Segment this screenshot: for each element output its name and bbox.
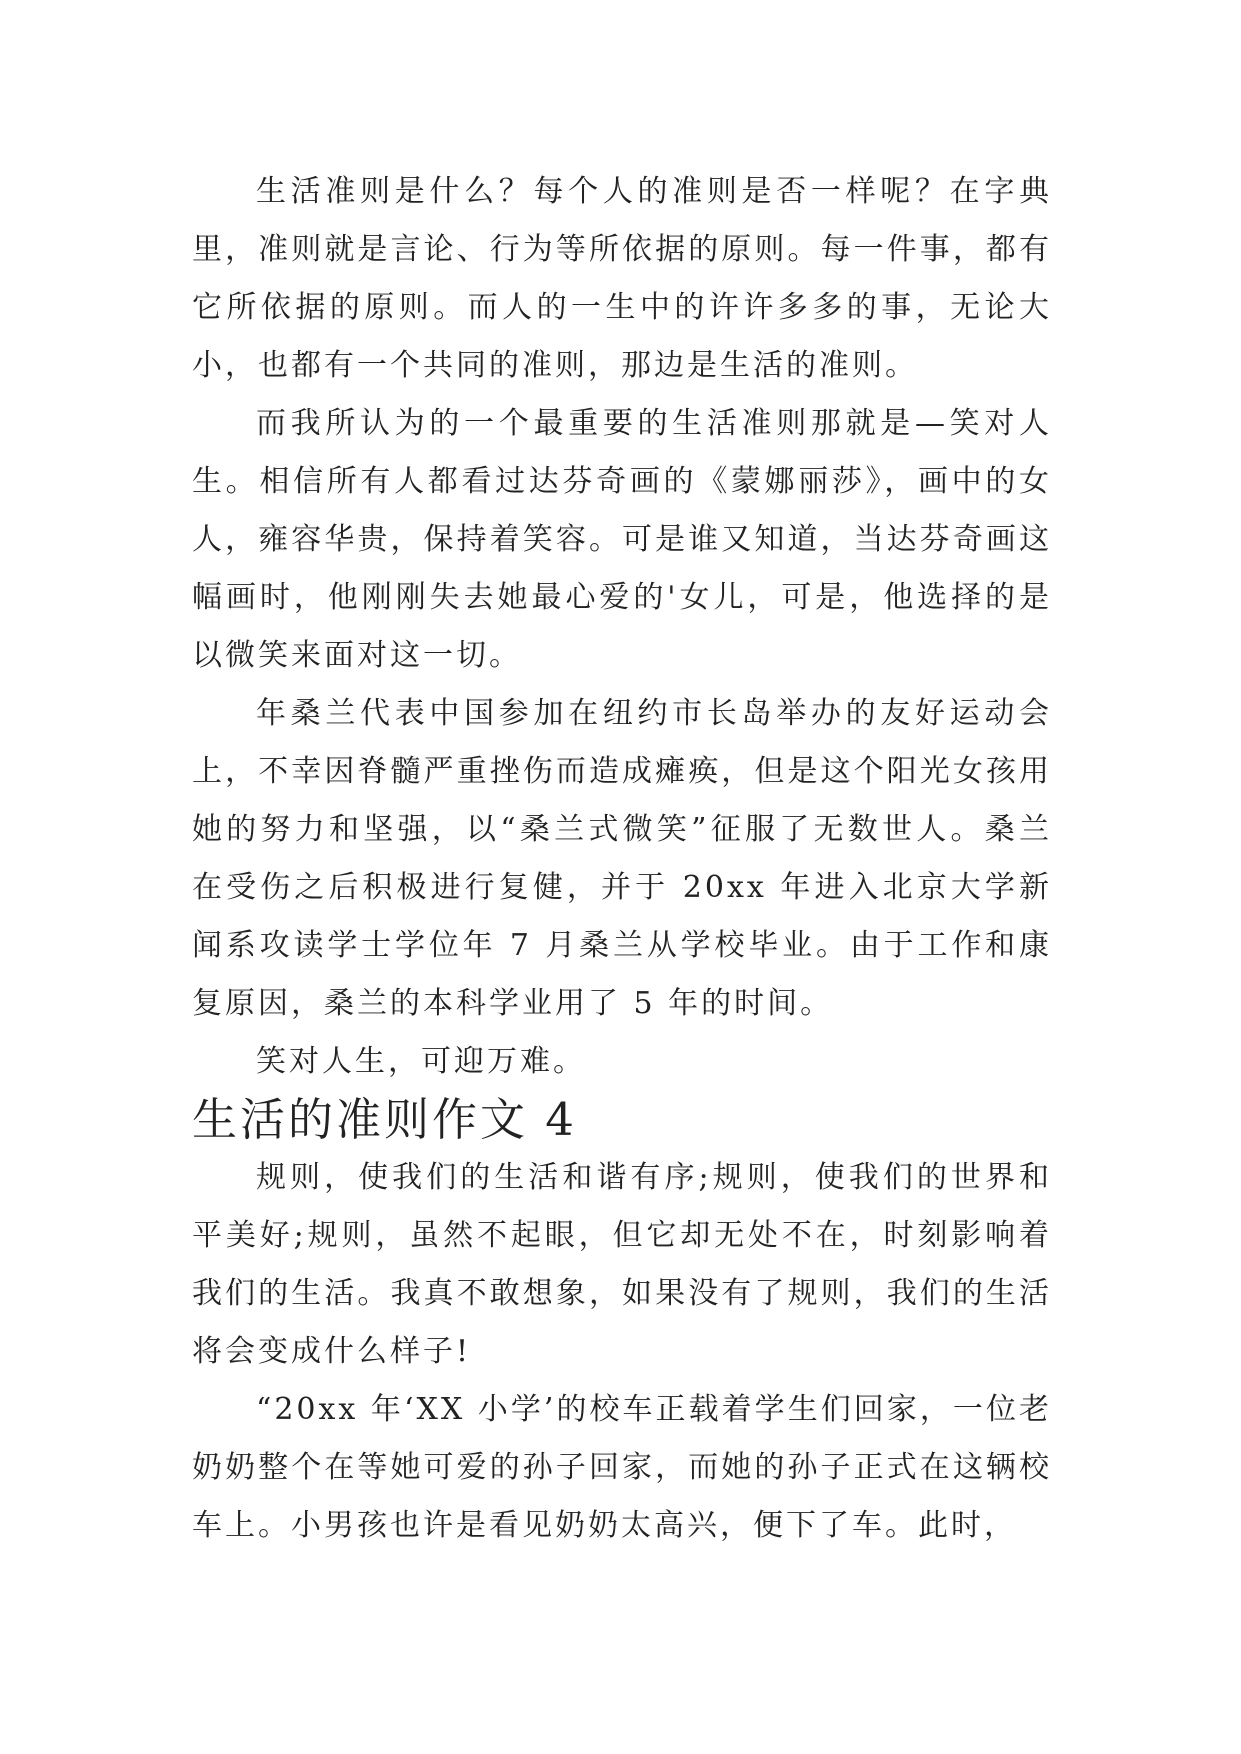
paragraph-school-bus: “20xx 年‘XX 小学’的校车正载着学生们回家，一位老奶奶整个在等她可爱的孙子回家，而她的孙子正式在这辆校车上。小男孩也许是看见奶奶太高兴，便下了车。此时， — [192, 1392, 1052, 1543]
paragraph-mona-lisa: 而我所认为的一个最重要的生活准则那就是—笑对人生。相信所有人都看过达芬奇画的《蒙娜丽莎》，画中的女人，雍容华贵，保持着笑容。可是谁又知道，当达芬奇画这幅画时，他刚刚失去她最心爱的'女儿，可是，他选择的是以微笑来面对这一切。 — [192, 406, 1052, 673]
document-body — [192, 163, 1052, 1555]
paragraph-conclusion: 笑对人生，可迎万难。 — [256, 1044, 586, 1079]
paragraph-definition: 生活准则是什么？每个人的准则是否一样呢？在字典里，准则就是言论、行为等所依据的原则。每一件事，都有它所依据的原则。而人的一生中的许许多多的事，无论大小，也都有一个共同的准则，那边是生活的准则。 — [192, 174, 1052, 383]
section-heading: 生活的准则作文 4 — [192, 1093, 577, 1146]
paragraph-sang-lan: 年桑兰代表中国参加在纽约市长岛举办的友好运动会上，不幸因脊髓严重挫伤而造成瘫痪，但是这个阳光女孩用她的努力和坚强，以“桑兰式微笑”征服了无数世人。桑兰在受伤之后积极进行复健，并于 20xx 年进入北京大学新闻系攻读学士学位年 7 月桑兰从学校毕业。由于工作和康复原因，桑兰的本科学业用了 5 年的时间。 — [192, 696, 1052, 1021]
paragraph-rules: 规则，使我们的生活和谐有序;规则，使我们的世界和平美好;规则，虽然不起眼，但它却无处不在，时刻影响着我们的生活。我真不敢想象，如果没有了规则，我们的生活将会变成什么样子! — [192, 1160, 1052, 1369]
